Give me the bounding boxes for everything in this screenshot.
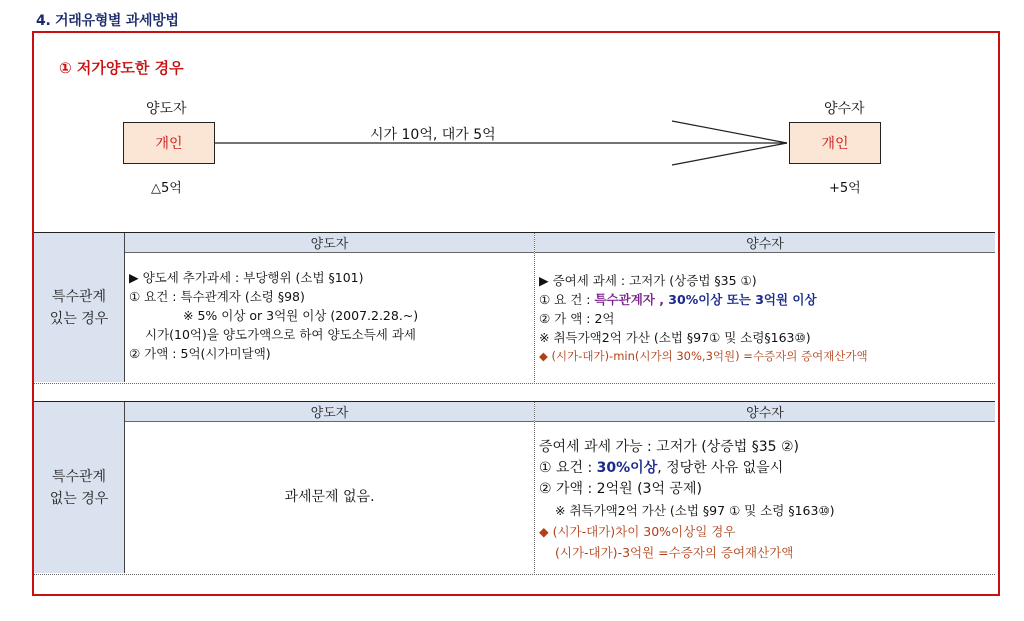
buyer-column-header-2: 양수자 — [535, 402, 995, 422]
section-unrelated-label: 특수관계 없는 경우 — [34, 402, 125, 573]
seller-box: 개인 — [123, 122, 215, 164]
column-divider — [534, 233, 535, 382]
buyer-column-header: 양수자 — [535, 233, 995, 253]
seller-column-header-2: 양도자 — [125, 402, 534, 422]
seller-column-header: 양도자 — [125, 233, 534, 253]
buyer-delta: +5억 — [829, 181, 861, 196]
seller-delta: △5억 — [151, 181, 182, 196]
seller-tax-text: ▶ 양도세 추가과세 : 부당행위 (소법 §101) ① 요건 : 특수관계자 (소령 §98) ※ 5% 이상 or 3억원 이상 (2007.2.28.~) 시가(10억)을 양도가액으로 하여 양도소득세 과세 ② 가액 : 5억(시가미달액) — [129, 270, 419, 361]
page-title: 4. 거래유형별 과세방법 — [36, 13, 179, 29]
arrow-label: 시가 10억, 대가 5억 — [370, 127, 496, 143]
column-divider-2 — [534, 402, 535, 573]
buyer-tax-text-2: 증여세 과세 가능 : 고저가 (상증법 §35 ②) ① 요건 : 30%이상, 정당한 사유 없을시 ② 가액 : 2억원 (3억 공제) ※ 취득가액2억 가산 (소법 §97 ① 및 소령 §163⑩) ◆ (시가-대가)차이 30%이상일 경우 (시가-대가)-3억원 =수증자의 증여재산가액 — [539, 439, 835, 560]
seller-label: 양도자 — [146, 101, 187, 117]
buyer-tax-text: ▶ 증여세 과세 : 고저가 (상증법 §35 ①) ① 요 건 : 특수관계자 , 30%이상 또는 3억원 이상 ② 가 액 : 2억 ※ 취득가액2억 가산 (소법 §97① 및 소령§163⑩) ◆ (시가-대가)-min(시가의 30%,3억원) =수증자의 증여재산가액 — [539, 273, 868, 363]
buyer-label: 양수자 — [824, 101, 865, 117]
section-related-label: 특수관계 있는 경우 — [34, 233, 125, 382]
buyer-box: 개인 — [789, 122, 881, 164]
no-tax-text: 과세문제 없음. — [284, 489, 375, 505]
case-title: ① 저가양도한 경우 — [59, 59, 184, 77]
